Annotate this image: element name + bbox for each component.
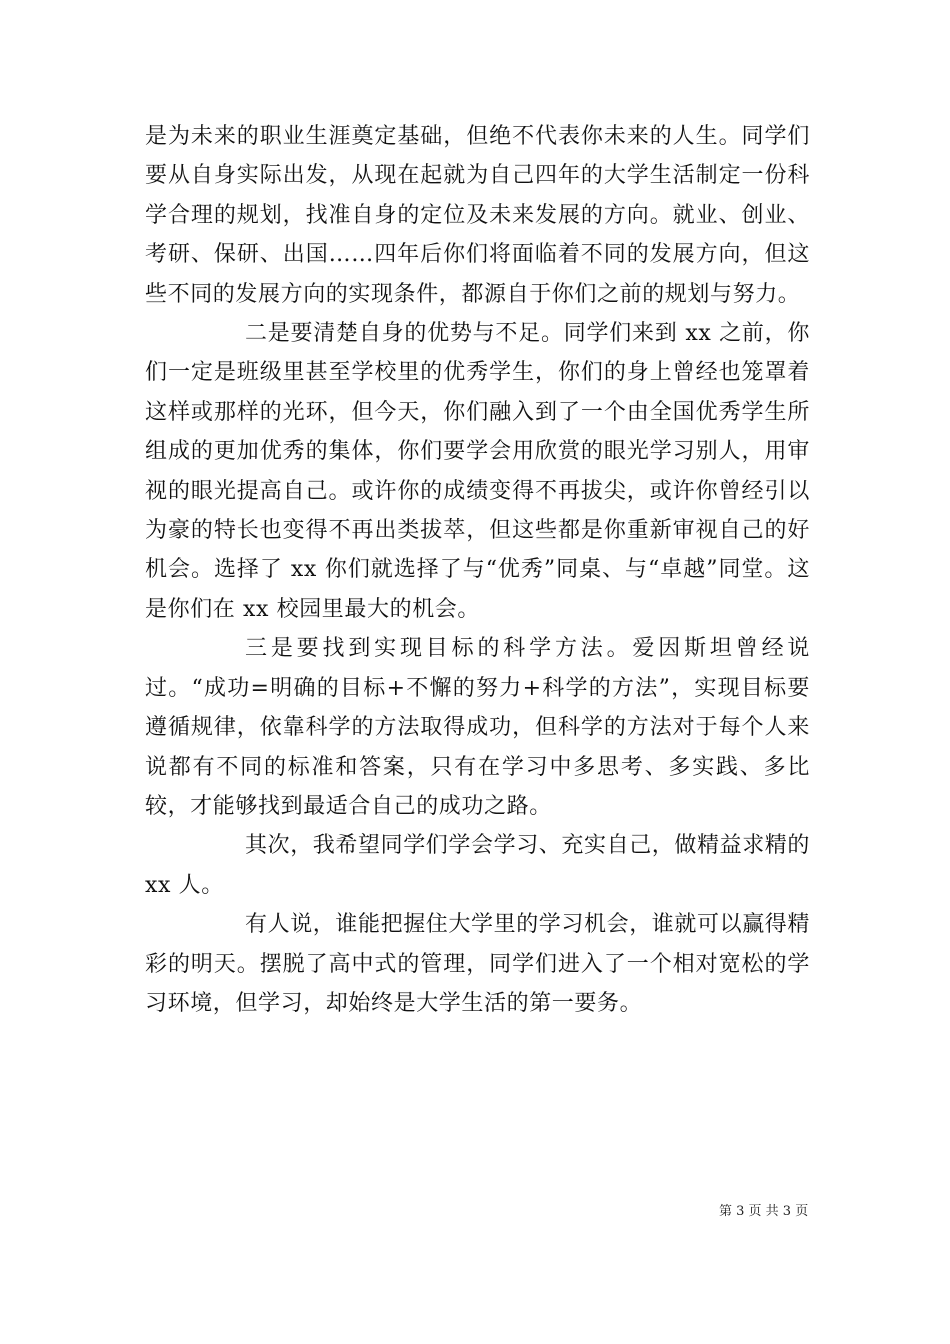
paragraph-strengths-weaknesses: 二是要清楚自身的优势与不足。同学们来到 xx 之前，你们一定是班级里甚至学校里的优秀学生，你们的身上曾经也笼罩着这样或那样的光环，但今天，你们融入到了一个由全国优秀学生所组成的更加优秀的集体，你们要学会用欣赏的眼光学习别人，用审视的眼光提高自己。或许你的成绩变得不再拔尖，或许你曾经引以为豪的特长也变得不再出类拔萃，但这些都是你重新审视自己的好机会。选择了 xx 你们就选择了与“优秀”同桌、与“卓越”同堂。这是你们在 xx 校园里最大的机会。 [145,321,810,622]
paragraph-learn-to-study: 其次，我希望同学们学会学习、充实自己，做精益求精的 xx 人。 [145,833,811,898]
paragraph-continuation: 是为未来的职业生涯奠定基础，但绝不代表你未来的人生。同学们要从自身实际出发，从现在起就为自己四年的大学生活制定一份科学合理的规划，找准自身的定位及未来发展的方向。就业、创业、考研、保研、出国……四年后你们将面临着不同的发展方向，但这些不同的发展方向的实现条件，都源自于你们之前的规划与努力。 [145,124,810,307]
paragraph-learning-opportunity: 有人说，谁能把握住大学里的学习机会，谁就可以赢得精彩的明天。摆脱了高中式的管理，同学们进入了一个相对宽松的学习环境，但学习，却始终是大学生活的第一要务。 [145,912,811,1016]
page-number-footer: 第 3 页 共 3 页 [719,1204,809,1219]
paragraph-scientific-method: 三是要找到实现目标的科学方法。爱因斯坦曾经说过。“成功=明确的目标+不懈的努力+科学的方法”，实现目标要遵循规律，依靠科学的方法取得成功，但科学的方法对于每个人来说都有不同的标准和答案，只有在学习中多思考、多实践、多比较，才能够找到最适合自己的成功之路。 [145,636,810,819]
document-body [145,117,810,1023]
